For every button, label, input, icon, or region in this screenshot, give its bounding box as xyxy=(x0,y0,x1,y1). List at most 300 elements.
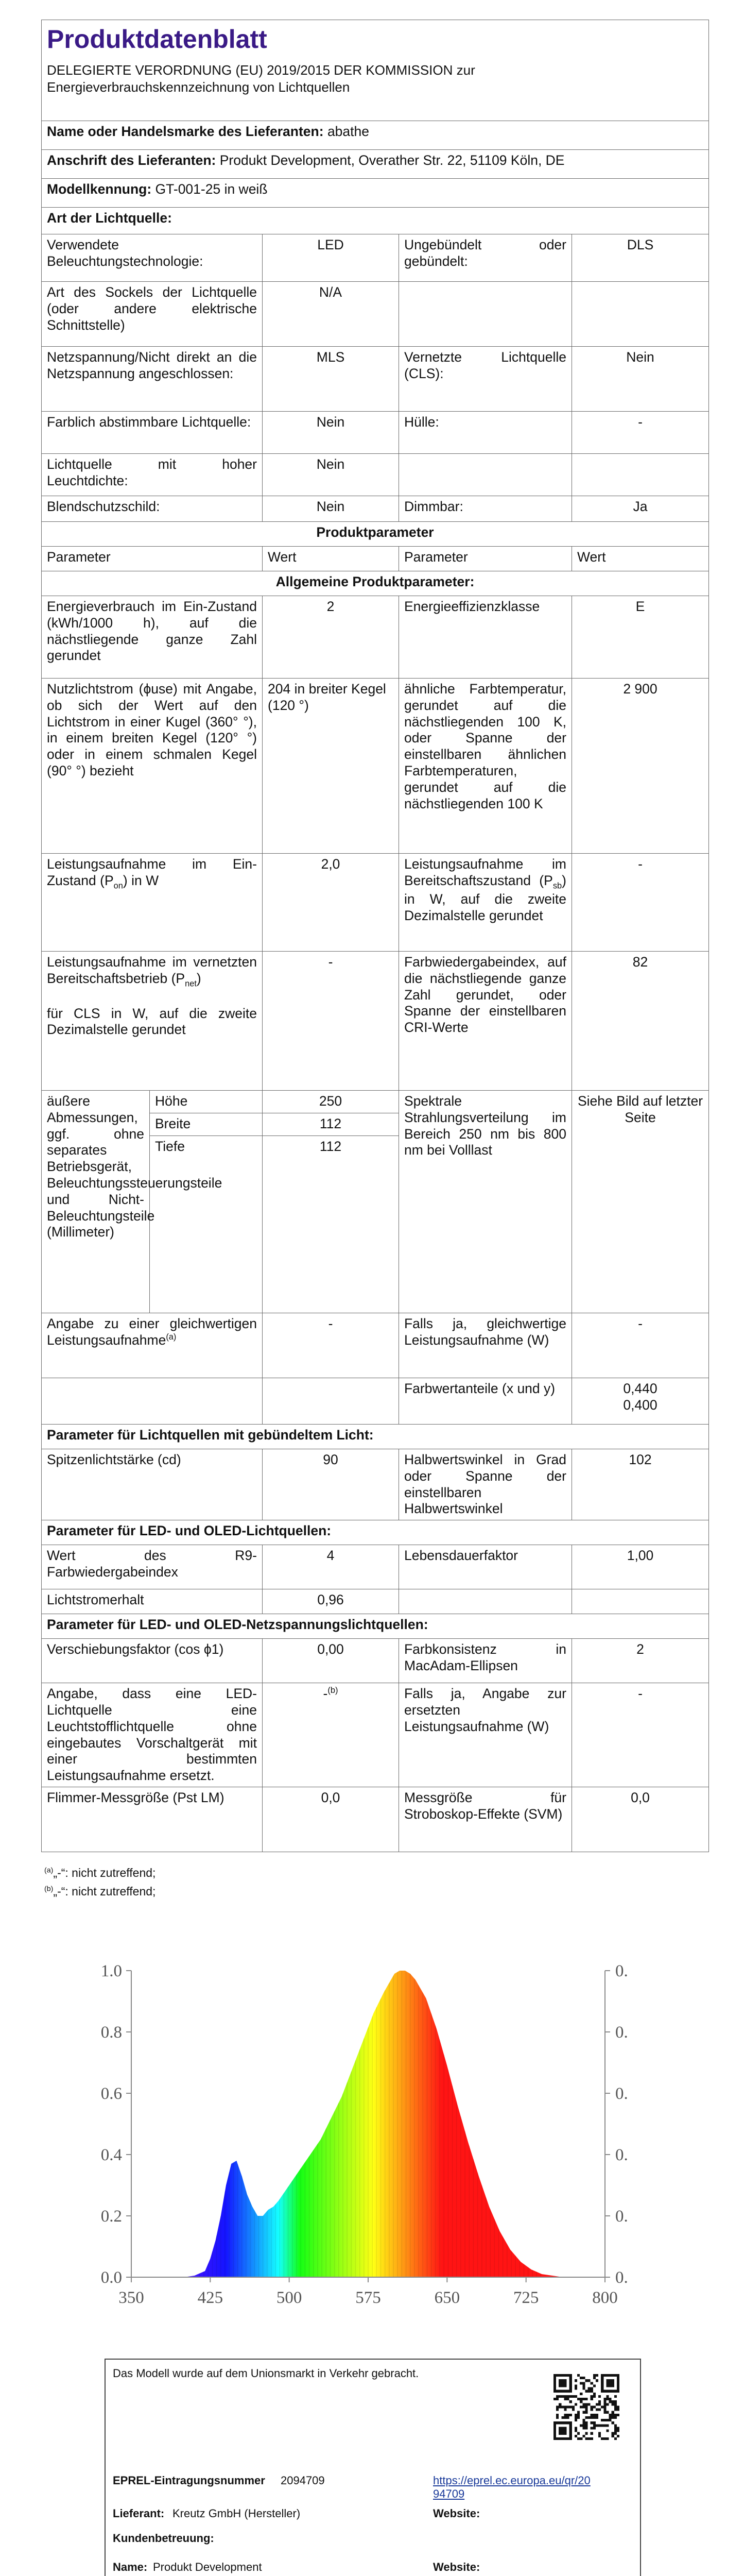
qr-module xyxy=(575,2387,577,2390)
qr-finder xyxy=(553,2437,572,2440)
qr-finder xyxy=(553,2421,572,2424)
customer-support-label: Kundenbetreuung: xyxy=(113,2532,214,2545)
qr-module xyxy=(612,2432,614,2435)
eprel-reg-value: 2094709 xyxy=(281,2474,325,2487)
qr-module xyxy=(606,2398,609,2400)
model-value: GT-001-25 in weiß xyxy=(155,181,268,197)
qr-module xyxy=(609,2400,612,2403)
on-mode-power-label: Leistungsaufnahme im Ein-Zustand $(P_{on})$ in W xyxy=(42,854,263,952)
eprel-intro: Das Modell wurde auf dem Unionsmarkt in Verkehr gebracht. xyxy=(113,2367,419,2380)
cct-value: 2 900 xyxy=(572,679,709,854)
qr-module xyxy=(580,2382,582,2384)
chart-plot-area xyxy=(101,1962,628,2307)
qr-module xyxy=(588,2416,591,2419)
beam-angle-value: 102 xyxy=(572,1449,709,1520)
qr-module xyxy=(580,2437,582,2440)
qr-module xyxy=(585,2432,587,2435)
y-tick-label-right: 0. xyxy=(615,1962,628,1980)
qr-module xyxy=(567,2405,569,2408)
brand-label: Name oder Handelsmarke des Lieferanten: xyxy=(47,124,324,139)
qr-module xyxy=(577,2414,580,2416)
qr-module xyxy=(593,2416,596,2419)
qr-module xyxy=(591,2395,593,2398)
qr-module xyxy=(582,2382,585,2384)
ls-label: Netzspannung/Nicht direkt an die Netzspannung angeschlossen: xyxy=(42,347,263,412)
ls-label: Blendschutzschild: xyxy=(42,496,263,522)
spectral-distribution-value: Siehe Bild auf letzter Seite xyxy=(572,1091,709,1313)
qr-module xyxy=(569,2400,572,2403)
contact-name-value: Produkt Development xyxy=(153,2561,262,2573)
qr-module xyxy=(614,2427,617,2429)
qr-module xyxy=(598,2409,601,2411)
qr-module xyxy=(606,2424,609,2427)
qr-finder xyxy=(617,2374,619,2393)
qr-module xyxy=(612,2403,614,2405)
qr-module xyxy=(567,2416,569,2419)
eprel-box xyxy=(105,2359,641,2576)
qr-module xyxy=(596,2424,598,2427)
equivalent-power-value: - xyxy=(263,1313,399,1378)
qr-module xyxy=(580,2424,582,2427)
qr-module xyxy=(591,2427,593,2429)
y-tick-label-left: 0.6 xyxy=(100,2084,122,2103)
qr-module xyxy=(585,2403,587,2405)
maint-empty xyxy=(572,1589,709,1614)
qr-module xyxy=(588,2403,591,2405)
qr-module xyxy=(582,2377,585,2379)
qr-module xyxy=(585,2390,587,2393)
qr-module xyxy=(556,2395,559,2398)
qr-module xyxy=(612,2435,614,2437)
qr-module xyxy=(577,2374,580,2377)
qr-module xyxy=(582,2384,585,2387)
footnote-a: $^{(a)}$„-“: nicht zutreffend; xyxy=(44,1866,156,1879)
qr-module xyxy=(612,2421,614,2424)
dim-depth-label: Tiefe xyxy=(150,1136,263,1159)
qr-module xyxy=(575,2435,577,2437)
qr-module xyxy=(612,2400,614,2403)
col-header-parameter: Parameter xyxy=(399,547,572,571)
qr-module xyxy=(582,2427,585,2429)
lumen-maintenance-value: 0,96 xyxy=(263,1589,399,1614)
ls-value: Ja xyxy=(572,496,709,522)
qr-module xyxy=(609,2398,612,2400)
qr-finder xyxy=(553,2374,572,2377)
y-tick-label-right: 0. xyxy=(615,2023,628,2042)
qr-module xyxy=(577,2411,580,2414)
qr-module xyxy=(598,2424,601,2427)
qr-finder xyxy=(569,2374,572,2393)
x-tick-label: 800 xyxy=(592,2289,618,2307)
x-tick-label: 500 xyxy=(276,2289,302,2307)
qr-module xyxy=(559,2405,561,2408)
qr-module xyxy=(612,2416,614,2419)
displacement-factor-value: 0,00 xyxy=(263,1639,399,1683)
energy-consumption-value: 2 xyxy=(263,596,399,679)
qr-module xyxy=(603,2411,606,2414)
qr-module xyxy=(596,2409,598,2411)
data-sheet-table xyxy=(41,20,709,1852)
footnotes xyxy=(44,1864,155,1901)
qr-module xyxy=(596,2416,598,2419)
qr-module xyxy=(593,2395,596,2398)
qr-module xyxy=(575,2379,577,2382)
qr-module xyxy=(580,2393,582,2395)
qr-module xyxy=(596,2403,598,2405)
cri-label: Farbwiedergabeindex, auf die nächstliegende ganze Zahl gerundet, oder Spanne der einstellbaren CRI-Werte xyxy=(399,952,572,1091)
qr-module xyxy=(606,2411,609,2414)
ls-label: Vernetzte Lichtquelle (CLS): xyxy=(399,347,572,412)
regulation-line-2: Energieverbrauchskennzeichnung von Lichtquellen xyxy=(47,79,350,95)
qr-module xyxy=(569,2405,572,2408)
qr-module xyxy=(596,2414,598,2416)
qr-module xyxy=(617,2414,619,2416)
macadam-value: 2 xyxy=(572,1639,709,1683)
dim-width-label: Breite xyxy=(150,1113,263,1136)
energy-class-value: E xyxy=(572,596,709,679)
equivalent-power-label: Angabe zu einer gleichwertigen Leistungsaufnahme$^{(a)}$ xyxy=(42,1313,263,1378)
qr-finder xyxy=(606,2379,614,2387)
dim-height-label: Höhe xyxy=(150,1091,263,1113)
qr-module xyxy=(564,2414,566,2416)
qr-module xyxy=(577,2416,580,2419)
y-tick-label-right: 0. xyxy=(615,2084,628,2103)
qr-module xyxy=(591,2437,593,2440)
lumen-maintenance-label: Lichtstromerhalt xyxy=(42,1589,263,1614)
qr-module xyxy=(614,2403,617,2405)
ls-empty xyxy=(399,282,572,347)
qr-module xyxy=(564,2398,566,2400)
header-cell xyxy=(42,20,709,121)
qr-module xyxy=(606,2403,609,2405)
address-value: Produkt Development, Overather Str. 22, 51109 Köln, DE xyxy=(219,152,565,168)
qr-module xyxy=(596,2379,598,2382)
x-tick-label: 575 xyxy=(355,2289,381,2307)
ls-label: Verwendete Beleuchtungstechnologie: xyxy=(42,234,263,282)
qr-module xyxy=(617,2405,619,2408)
r9-label: Wert des R9-Farbwiedergabeindex xyxy=(42,1545,263,1589)
qr-module xyxy=(603,2409,606,2411)
fluorescent-replacement-value: -$^{(b)}$ xyxy=(263,1683,399,1787)
qr-module xyxy=(593,2393,596,2395)
qr-module xyxy=(575,2430,577,2432)
qr-module xyxy=(601,2405,603,2408)
qr-module xyxy=(564,2405,566,2408)
y-tick-label-left: 1.0 xyxy=(100,1962,122,1980)
qr-module xyxy=(606,2437,609,2440)
qr-module xyxy=(593,2421,596,2424)
dim-spacer xyxy=(263,1159,399,1313)
qr-module xyxy=(561,2405,564,2408)
on-mode-power-value: 2,0 xyxy=(263,854,399,952)
ls-value: N/A xyxy=(263,282,399,347)
general-parameters-heading: Allgemeine Produktparameter: xyxy=(42,571,709,596)
qr-module xyxy=(598,2400,601,2403)
qr-module xyxy=(591,2432,593,2435)
qr-module xyxy=(617,2427,619,2429)
qr-module xyxy=(567,2398,569,2400)
qr-module xyxy=(575,2427,577,2429)
qr-module xyxy=(561,2416,564,2419)
qr-module xyxy=(617,2409,619,2411)
supplier-label: Lieferant: xyxy=(113,2507,165,2520)
qr-module xyxy=(614,2409,617,2411)
ls-empty xyxy=(572,454,709,496)
equivalent-watt-label: Falls ja, gleichwertige Leistungsaufnahme (W) xyxy=(399,1313,572,1378)
qr-module xyxy=(601,2437,603,2440)
qr-module xyxy=(588,2379,591,2382)
y-tick-label-left: 0.2 xyxy=(100,2207,122,2226)
qr-module xyxy=(567,2414,569,2416)
energy-consumption-label: Energieverbrauch im Ein-Zustand (kWh/1000 h), auf die nächstliegende ganze Zahl gerundet xyxy=(42,596,263,679)
chromaticity-value: 0,440 0,400 xyxy=(572,1378,709,1425)
qr-module xyxy=(564,2395,566,2398)
qr-module xyxy=(591,2416,593,2419)
qr-module xyxy=(606,2430,609,2432)
qr-module xyxy=(588,2390,591,2393)
cct-label: ähnliche Farbtemperatur, gerundet auf die nächstliegenden 100 K, oder Spanne der einstellbaren ähnlichen Farbtemperaturen, gerundet auf die nächstliegenden 100 K xyxy=(399,679,572,854)
qr-module xyxy=(580,2400,582,2403)
chroma-empty xyxy=(263,1378,399,1425)
qr-module xyxy=(569,2395,572,2398)
qr-module xyxy=(591,2405,593,2408)
qr-module xyxy=(572,2405,575,2408)
qr-module xyxy=(617,2430,619,2432)
ls-value: Nein xyxy=(263,496,399,522)
useful-flux-value: 204 in breiter Kegel (120 °) xyxy=(263,679,399,854)
qr-module xyxy=(593,2405,596,2408)
qr-module xyxy=(585,2427,587,2429)
flicker-label: Flimmer-Messgröße (Pst LM) xyxy=(42,1787,263,1852)
qr-module xyxy=(569,2414,572,2416)
stroboscopic-label: Messgröße für Stroboskop-Effekte (SVM) xyxy=(399,1787,572,1852)
qr-module xyxy=(580,2398,582,2400)
maint-empty xyxy=(399,1589,572,1614)
qr-module xyxy=(575,2395,577,2398)
qr-module xyxy=(582,2435,585,2437)
qr-module xyxy=(580,2377,582,2379)
col-header-value: Wert xyxy=(263,547,399,571)
qr-module xyxy=(556,2414,559,2416)
spectrum-chart xyxy=(72,1953,674,2324)
qr-module xyxy=(556,2398,559,2400)
qr-module xyxy=(612,2411,614,2414)
qr-module xyxy=(614,2414,617,2416)
qr-module xyxy=(593,2377,596,2379)
ls-label: Hülle: xyxy=(399,412,572,454)
qr-module xyxy=(591,2398,593,2400)
qr-module xyxy=(591,2409,593,2411)
qr-module xyxy=(593,2424,596,2427)
ls-label: Ungebündelt oder gebündelt: xyxy=(399,234,572,282)
qr-module xyxy=(582,2387,585,2390)
dim-depth-value: 112 xyxy=(263,1136,399,1159)
qr-module xyxy=(603,2403,606,2405)
cri-value: 82 xyxy=(572,952,709,1091)
qr-code-icon[interactable] xyxy=(553,2374,619,2440)
qr-finder xyxy=(553,2421,556,2440)
qr-module xyxy=(575,2419,577,2421)
ls-value: Nein xyxy=(263,412,399,454)
ls-value: Nein xyxy=(263,454,399,496)
eprel-link[interactable]: https://eprel.ec.europa.eu/qr/20 94709 xyxy=(433,2474,591,2500)
qr-module xyxy=(614,2424,617,2427)
equivalent-watt-value: - xyxy=(572,1313,709,1378)
ls-label: Art des Sockels der Lichtquelle (oder andere elektrische Schnittstelle) xyxy=(42,282,263,347)
qr-finder xyxy=(553,2390,572,2393)
qr-module xyxy=(593,2414,596,2416)
y-tick-label-right: 0. xyxy=(615,2146,628,2164)
qr-module xyxy=(556,2416,559,2419)
qr-module xyxy=(556,2405,559,2408)
col-header-value: Wert xyxy=(572,547,709,571)
qr-module xyxy=(614,2416,617,2419)
regulation-line-1: DELEGIERTE VERORDNUNG (EU) 2019/2015 DER KOMMISSION zur xyxy=(47,62,475,78)
supplier-value: Kreutz GmbH (Hersteller) xyxy=(172,2507,301,2520)
qr-module xyxy=(582,2398,585,2400)
qr-module xyxy=(580,2405,582,2408)
replaced-power-value: - xyxy=(572,1683,709,1787)
qr-module xyxy=(598,2395,601,2398)
qr-finder xyxy=(553,2374,556,2393)
qr-module xyxy=(598,2432,601,2435)
r9-value: 4 xyxy=(263,1545,399,1589)
y-tick-label-right: 0. xyxy=(615,2207,628,2226)
supplier-brand-row xyxy=(42,121,709,150)
ls-empty xyxy=(572,282,709,347)
qr-module xyxy=(593,2427,596,2429)
qr-module xyxy=(617,2435,619,2437)
qr-module xyxy=(585,2424,587,2427)
qr-module xyxy=(609,2414,612,2416)
qr-module xyxy=(606,2395,609,2398)
led-heading: Parameter für LED- und OLED-Lichtquellen: xyxy=(42,1520,709,1545)
qr-module xyxy=(591,2387,593,2390)
ls-label: Lichtquelle mit hoher Leuchtdichte: xyxy=(42,454,263,496)
mls-heading: Parameter für LED- und OLED-Netzspannungslichtquellen: xyxy=(42,1614,709,1639)
website-label: Website: xyxy=(433,2507,480,2520)
qr-module xyxy=(614,2432,617,2435)
qr-module xyxy=(588,2387,591,2390)
dimensions-label: äußere Abmessungen, ggf. ohne separates Betriebsgerät, Beleuchtungssteuerungsteile und Nicht-Beleuchtungsteile (Millimeter) xyxy=(42,1091,150,1313)
eprel-reg-label: EPREL-Eintragungsnummer xyxy=(113,2474,265,2487)
qr-module xyxy=(612,2414,614,2416)
qr-module xyxy=(582,2424,585,2427)
model-row xyxy=(42,179,709,208)
qr-module xyxy=(585,2398,587,2400)
qr-module xyxy=(561,2395,564,2398)
supplier-address-row xyxy=(42,150,709,179)
qr-module xyxy=(585,2421,587,2424)
qr-module xyxy=(591,2390,593,2393)
qr-finder xyxy=(601,2374,603,2393)
fluorescent-replacement-label: Angabe, dass eine LED-Lichtquelle eine Leuchtstofflichtquelle ohne eingebautes Vorschaltgerät mit einer bestimmten Leistungsaufnahme ersetzt. xyxy=(42,1683,263,1787)
network-standby-label: Leistungsaufnahme im vernetzten Bereitschaftsbetrieb $(P_{net})$ für CLS in W, auf die zweite Dezimalstelle gerundet xyxy=(42,952,263,1091)
qr-module xyxy=(585,2405,587,2408)
qr-module xyxy=(582,2405,585,2408)
y-tick-label-left: 0.4 xyxy=(100,2146,122,2164)
brand-value: abathe xyxy=(327,124,369,139)
chromaticity-label: Farbwertanteile (x und y) xyxy=(399,1378,572,1425)
qr-module xyxy=(567,2395,569,2398)
qr-module xyxy=(601,2424,603,2427)
qr-module xyxy=(577,2437,580,2440)
survival-factor-value: 1,00 xyxy=(572,1545,709,1589)
qr-module xyxy=(582,2411,585,2414)
ls-value: MLS xyxy=(263,347,399,412)
x-tick-label: 425 xyxy=(197,2289,223,2307)
useful-flux-label: Nutzlichtstrom (ϕuse) mit Angabe, ob sich der Wert auf den Lichtstrom in einer Kugel (360° °), in einem breiten Kegel (120° °) oder in einem schmalen Kegel (90° °) bezieht xyxy=(42,679,263,854)
qr-module xyxy=(603,2424,606,2427)
qr-module xyxy=(614,2430,617,2432)
qr-finder xyxy=(601,2374,619,2377)
x-tick-label: 725 xyxy=(513,2289,539,2307)
qr-module xyxy=(598,2403,601,2405)
qr-module xyxy=(614,2400,617,2403)
spectral-distribution-label: Spektrale Strahlungsverteilung im Bereich 250 nm bis 800 nm bei Volllast xyxy=(399,1091,572,1313)
qr-module xyxy=(564,2416,566,2419)
network-standby-value: - xyxy=(263,952,399,1091)
qr-module xyxy=(582,2419,585,2421)
standby-power-value: - xyxy=(572,854,709,952)
qr-module xyxy=(603,2405,606,2408)
survival-factor-label: Lebensdauerfaktor xyxy=(399,1545,572,1589)
qr-module xyxy=(591,2414,593,2416)
product-parameters-heading: Produktparameter xyxy=(42,522,709,547)
qr-module xyxy=(553,2398,556,2400)
x-tick-label: 350 xyxy=(118,2289,144,2307)
qr-module xyxy=(575,2403,577,2405)
y-tick-label-left: 0.8 xyxy=(100,2023,122,2042)
y-tick-label-right: 0. xyxy=(615,2268,628,2287)
qr-module xyxy=(559,2395,561,2398)
peak-intensity-label: Spitzenlichtstärke (cd) xyxy=(42,1449,263,1520)
qr-module xyxy=(577,2398,580,2400)
qr-finder xyxy=(569,2421,572,2440)
qr-finder xyxy=(601,2390,619,2393)
replaced-power-label: Falls ja, Angabe zur ersetzten Leistungsaufnahme (W) xyxy=(399,1683,572,1787)
macadam-label: Farbkonsistenz in MacAdam-Ellipsen xyxy=(399,1639,572,1683)
qr-module xyxy=(603,2437,606,2440)
qr-module xyxy=(609,2416,612,2419)
qr-module xyxy=(585,2437,587,2440)
page-title: Produktdatenblatt xyxy=(47,25,267,54)
qr-module xyxy=(614,2405,617,2408)
qr-module xyxy=(593,2374,596,2377)
qr-module xyxy=(603,2400,606,2403)
qr-finder xyxy=(559,2379,566,2387)
x-tick-label: 650 xyxy=(434,2289,460,2307)
qr-module xyxy=(609,2419,612,2421)
contact-name-label: Name: xyxy=(113,2561,148,2573)
qr-module xyxy=(556,2409,559,2411)
qr-module xyxy=(575,2416,577,2419)
flicker-value: 0,0 xyxy=(263,1787,399,1852)
qr-module xyxy=(572,2395,575,2398)
ls-label: Dimmbar: xyxy=(399,496,572,522)
dim-width-value: 112 xyxy=(263,1113,399,1136)
y-tick-label-left: 0.0 xyxy=(100,2268,122,2287)
qr-module xyxy=(575,2384,577,2387)
qr-module xyxy=(591,2421,593,2424)
qr-module xyxy=(582,2421,585,2424)
qr-module xyxy=(601,2419,603,2421)
qr-module xyxy=(603,2398,606,2400)
standby-power-label: Leistungsaufnahme im Bereitschaftszustand $(P_{sb})$ in W, auf die zweite Dezimalstelle gerundet xyxy=(399,854,572,952)
qr-module xyxy=(593,2384,596,2387)
light-source-heading: Art der Lichtquelle: xyxy=(42,208,709,234)
qr-module xyxy=(585,2379,587,2382)
